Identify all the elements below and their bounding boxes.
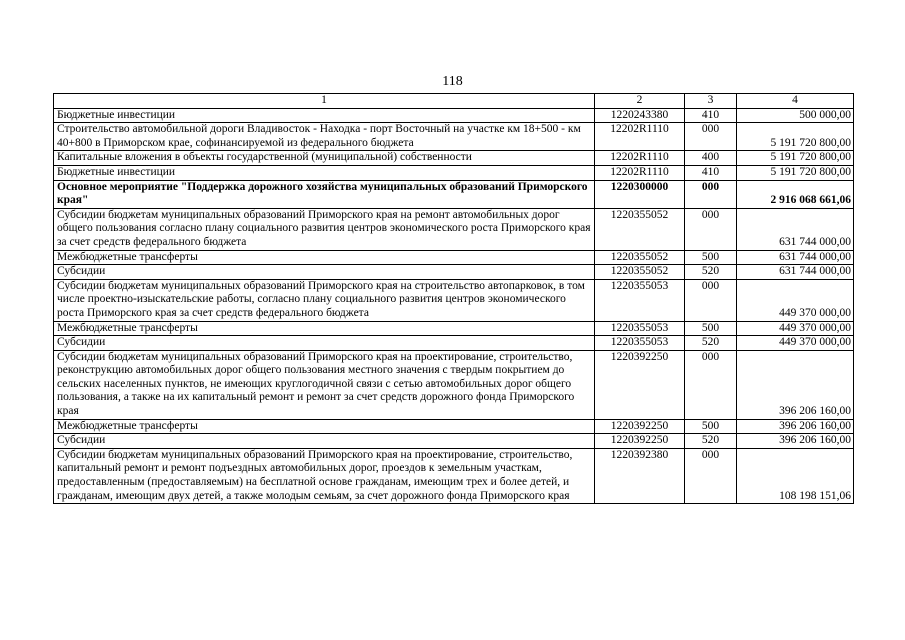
row-code: 12202R1110 — [595, 123, 685, 151]
row-type: 500 — [685, 250, 737, 265]
row-code: 1220243380 — [595, 108, 685, 123]
row-code: 1220355052 — [595, 208, 685, 250]
row-type: 520 — [685, 265, 737, 280]
column-header: 1 — [54, 94, 595, 109]
table-row — [54, 321, 854, 336]
row-code: 12202R1110 — [595, 165, 685, 180]
row-code: 1220355053 — [595, 336, 685, 351]
table-row — [54, 265, 854, 280]
row-code: 1220392250 — [595, 434, 685, 449]
row-name: Бюджетные инвестиции — [54, 165, 595, 180]
row-type: 000 — [685, 350, 737, 419]
table-row — [54, 336, 854, 351]
table-row — [54, 151, 854, 166]
row-code: 1220355053 — [595, 321, 685, 336]
row-name: Строительство автомобильной дороги Владивосток - Находка - порт Восточный на участке км 18+500 - км 40+800 в Приморском крае, софинансируемой из федерального бюджета — [54, 123, 595, 151]
table-row — [54, 108, 854, 123]
table-row — [54, 208, 854, 250]
row-name: Межбюджетные трансферты — [54, 321, 595, 336]
row-sum: 449 370 000,00 — [737, 336, 854, 351]
page-number: 118 — [442, 74, 463, 89]
column-header: 2 — [595, 94, 685, 109]
column-header: 4 — [737, 94, 854, 109]
row-sum: 500 000,00 — [737, 108, 854, 123]
row-type: 500 — [685, 321, 737, 336]
row-type: 000 — [685, 123, 737, 151]
row-type: 410 — [685, 108, 737, 123]
table-header-row — [54, 94, 854, 109]
row-sum: 108 198 151,06 — [737, 448, 854, 503]
row-name: Субсидии бюджетам муниципальных образований Приморского края на строительство автопарковок, в том числе проектно-изыскательские работы, согласно плану социального развития центров экономического роста Приморского края за счет средств федерального бюджета — [54, 279, 595, 321]
row-type: 410 — [685, 165, 737, 180]
table-row — [54, 165, 854, 180]
row-code: 1220300000 — [595, 180, 685, 208]
table-row — [54, 448, 854, 503]
row-code: 1220355052 — [595, 265, 685, 280]
row-sum: 631 744 000,00 — [737, 208, 854, 250]
row-type: 000 — [685, 279, 737, 321]
row-sum: 5 191 720 800,00 — [737, 151, 854, 166]
table-row — [54, 250, 854, 265]
row-name: Субсидии — [54, 434, 595, 449]
row-sum: 396 206 160,00 — [737, 434, 854, 449]
table-row — [54, 279, 854, 321]
row-name: Основное мероприятие "Поддержка дорожного хозяйства муниципальных образований Приморского края" — [54, 180, 595, 208]
row-sum: 631 744 000,00 — [737, 265, 854, 280]
row-name: Бюджетные инвестиции — [54, 108, 595, 123]
row-sum: 2 916 068 661,06 — [737, 180, 854, 208]
row-name: Межбюджетные трансферты — [54, 250, 595, 265]
row-type: 000 — [685, 180, 737, 208]
row-code: 12202R1110 — [595, 151, 685, 166]
table-row — [54, 180, 854, 208]
row-type: 000 — [685, 208, 737, 250]
column-header: 3 — [685, 94, 737, 109]
row-type: 000 — [685, 448, 737, 503]
table-row — [54, 434, 854, 449]
row-sum: 449 370 000,00 — [737, 321, 854, 336]
row-name: Субсидии бюджетам муниципальных образований Приморского края на ремонт автомобильных дорог общего пользования согласно плану социального развития центров экономического роста Приморского края за счет средств федерального бюджета — [54, 208, 595, 250]
row-code: 1220392250 — [595, 419, 685, 434]
row-type: 520 — [685, 434, 737, 449]
row-name: Субсидии — [54, 265, 595, 280]
row-code: 1220355052 — [595, 250, 685, 265]
row-sum: 5 191 720 800,00 — [737, 165, 854, 180]
row-name: Субсидии бюджетам муниципальных образований Приморского края на проектирование, строительство, реконструкцию автомобильных дорог общего пользования местного значения с твердым покрытием до сельских населенных пунктов, не имеющих круглогодичной связи с сетью автомобильных дорог общего пользования, а также на их капитальный ремонт и ремонт за счет средств дорожного фонда Приморского края — [54, 350, 595, 419]
row-sum: 5 191 720 800,00 — [737, 123, 854, 151]
row-type: 500 — [685, 419, 737, 434]
row-sum: 396 206 160,00 — [737, 350, 854, 419]
row-sum: 631 744 000,00 — [737, 250, 854, 265]
row-name: Межбюджетные трансферты — [54, 419, 595, 434]
row-sum: 396 206 160,00 — [737, 419, 854, 434]
row-name: Капитальные вложения в объекты государственной (муниципальной) собственности — [54, 151, 595, 166]
table-row — [54, 350, 854, 419]
budget-table — [53, 93, 854, 504]
table-row — [54, 419, 854, 434]
row-code: 1220392380 — [595, 448, 685, 503]
row-name: Субсидии — [54, 336, 595, 351]
row-name: Субсидии бюджетам муниципальных образований Приморского края на проектирование, строительство, капитальный ремонт и ремонт подъездных автомобильных дорог, проездов к земельным участкам, предоставленным (предоставляемым) на бесплатной основе гражданам, имеющим трех и более детей, и гражданам, имеющим двух детей, а также молодым семьям, за счет дорожного фонда Приморского края — [54, 448, 595, 503]
row-code: 1220355053 — [595, 279, 685, 321]
row-type: 400 — [685, 151, 737, 166]
row-sum: 449 370 000,00 — [737, 279, 854, 321]
table-row — [54, 123, 854, 151]
row-code: 1220392250 — [595, 350, 685, 419]
row-type: 520 — [685, 336, 737, 351]
